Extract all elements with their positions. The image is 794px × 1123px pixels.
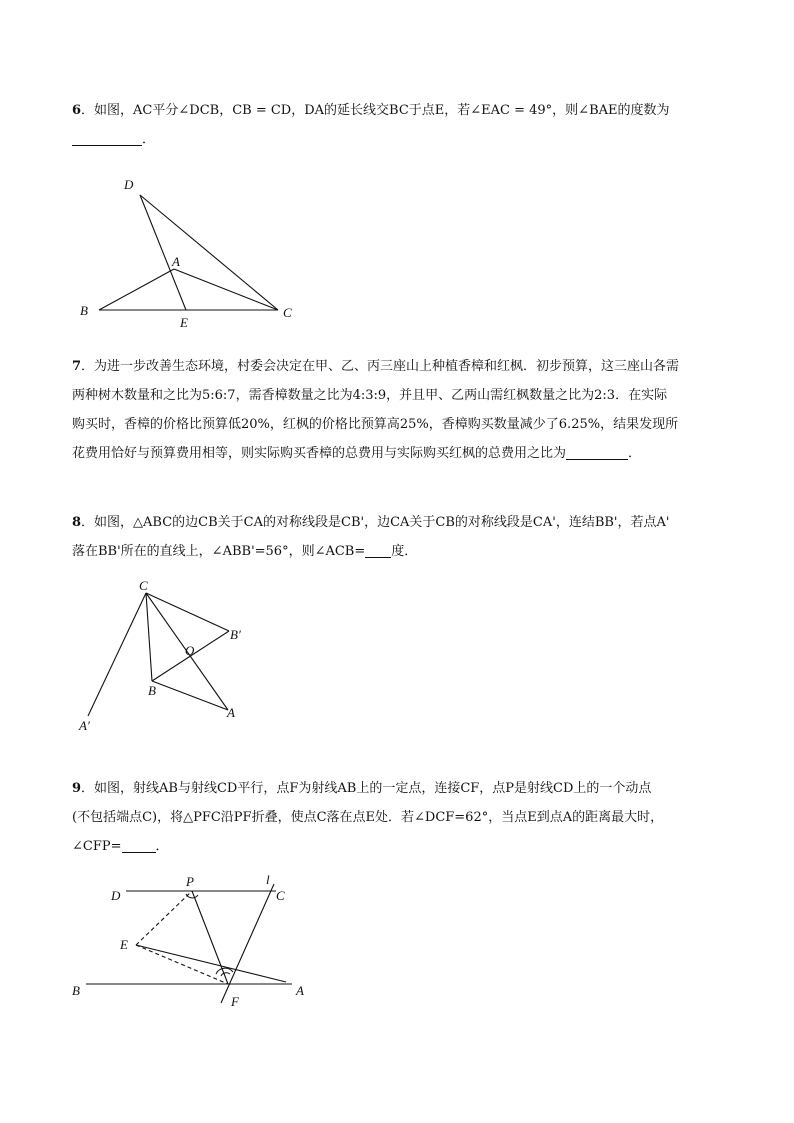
q6-number: 6 (72, 103, 82, 118)
q6-answer-blank[interactable] (72, 129, 142, 146)
q8-number: 8 (72, 515, 82, 530)
q9-label-p: P (186, 874, 194, 889)
q8-label-aprime: A′ (79, 718, 90, 733)
q9-label-c: C (276, 888, 285, 903)
q9-text-3: ∠CFP= (72, 839, 122, 854)
q6-label-b: B (80, 303, 88, 318)
q9-line-3 (72, 832, 734, 861)
q9-text-2: (不包括端点C)，将△PFC沿PF折叠，使点C落在点E处．若∠DCF=62°，当点E到点A的距离最大时， (72, 810, 664, 825)
q9-figure (66, 870, 326, 1020)
q6-figure (70, 170, 310, 335)
q7-text-2: 两种树木数量和之比为5:6:7，需香樟数量之比为4:3:9，并且甲、乙两山需红枫数量之比为2:3．在实际 (72, 388, 668, 403)
q9-label-l: l (266, 872, 270, 887)
q8-label-c: C (139, 578, 148, 593)
q6-label-c: C (283, 305, 292, 320)
q9-label-b: B (72, 983, 80, 998)
question-8 (72, 508, 734, 566)
q9-label-d: D (111, 888, 121, 903)
q6-text-1: ．如图，AC平分∠DCB，CB = CD，DA的延长线交BC于点E，若∠EAC = 49°，则∠BAE的度数为 (81, 103, 670, 118)
q6-label-d: D (124, 177, 134, 192)
q7-text-3: 购买时，香樟的价格比预算低20%，红枫的价格比预算高25%，香樟购买数量减少了6.25%，结果发现所 (72, 417, 679, 432)
q9-line-1 (72, 774, 734, 803)
q6-label-a: A (172, 254, 180, 269)
q8-label-a: A (227, 705, 235, 720)
q9-text-4: ． (155, 839, 169, 854)
question-6 (72, 96, 734, 154)
q6-label-e: E (180, 315, 188, 330)
question-9 (72, 774, 734, 861)
q9-text-1: ．如图，射线AB与射线CD平行，点F为射线AB上的一定点，连接CF，点P是射线CD上的一个动点 (81, 781, 652, 796)
q8-line-2 (72, 537, 734, 566)
q8-line-1 (72, 508, 734, 537)
q8-text-2: 落在BB'所在的直线上，∠ABB'=56°，则∠ACB= (72, 544, 366, 559)
q9-line-2 (72, 803, 734, 832)
q9-answer-blank[interactable] (122, 836, 156, 853)
q7-line-3 (72, 410, 734, 439)
q7-line-4 (72, 439, 734, 468)
q8-label-o: O (185, 643, 195, 658)
question-7 (72, 352, 734, 468)
q8-text-1: ．如图，△ABC的边CB关于CA的对称线段是CB'，边CA关于CB的对称线段是CA'，连结BB'，若点A' (81, 515, 670, 530)
q9-label-f: F (231, 994, 239, 1009)
q8-label-b: B (148, 683, 156, 698)
q6-line-2 (72, 125, 734, 154)
q9-number: 9 (72, 781, 82, 796)
q7-line-2 (72, 381, 734, 410)
q7-text-4: 花费用恰好与预算费用相等，则实际购买香樟的总费用与实际购买红枫的总费用之比为 (72, 446, 567, 461)
q8-text-3: 度． (391, 544, 418, 559)
q7-line-1 (72, 352, 734, 381)
q6-line-1 (72, 96, 734, 125)
q7-answer-blank[interactable] (566, 443, 628, 460)
q7-number: 7 (72, 359, 82, 374)
q8-answer-blank[interactable] (365, 541, 391, 558)
q6-text-2: ． (142, 132, 156, 147)
q9-label-a: A (296, 983, 304, 998)
q8-label-bprime: B′ (230, 627, 241, 642)
q9-label-e: E (120, 937, 128, 952)
q7-text-5: ． (628, 446, 642, 461)
q7-text-1: ．为进一步改善生态环境，村委会决定在甲、乙、丙三座山上种植香樟和红枫．初步预算，这三座山各需 (81, 359, 680, 374)
q8-figure (72, 580, 262, 740)
